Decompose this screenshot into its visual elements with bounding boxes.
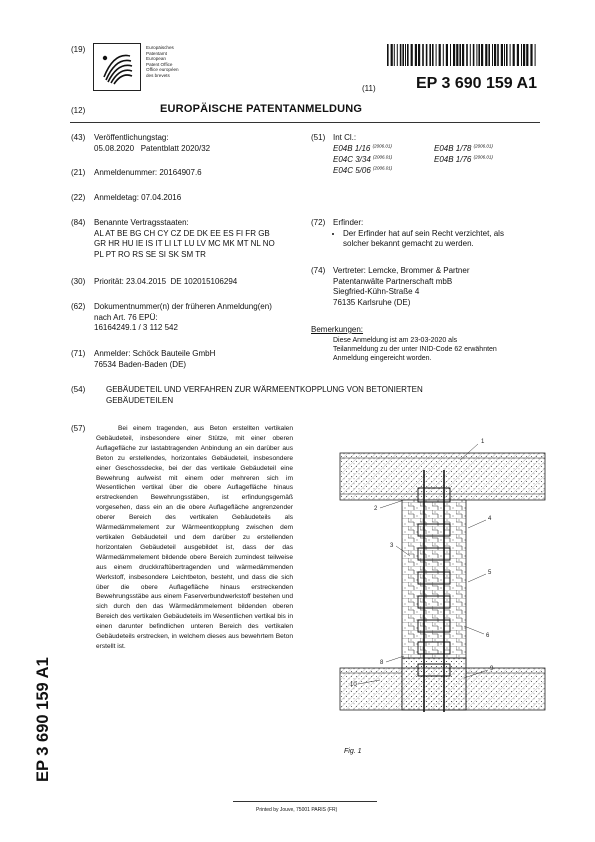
representative-line: Vertreter: Lemcke, Brommer & Partner	[333, 266, 470, 275]
publication-date-value: 05.08.2020 Patentblatt 2020/32	[94, 144, 211, 153]
ref-label: 4	[488, 516, 492, 522]
inid-62: (62)	[71, 302, 86, 311]
office-line: European	[146, 56, 166, 62]
ipc-label: Int Cl.:	[333, 133, 357, 142]
office-line: Office européen	[146, 67, 179, 73]
states-label: Benannte Vertragsstaaten:	[94, 218, 189, 227]
epo-logo-icon	[94, 44, 140, 90]
office-line: Patent Office	[146, 61, 173, 67]
filing-date: Anmeldetag: 07.04.2016	[94, 193, 182, 202]
lower-slab	[340, 658, 545, 710]
remarks-line: Anmeldung eingereicht worden.	[333, 355, 432, 362]
office-name	[146, 45, 179, 79]
inid-72: (72)	[311, 218, 326, 227]
inventor	[333, 218, 504, 250]
ipc-code: E04C 5/06 $^{(2006.01)}$	[333, 165, 393, 175]
representative-line: Siegfried-Kühn-Straße 4	[333, 287, 420, 296]
abstract-text: Bei einem tragenden, aus Beton erstellten vertikalen Gebäudeteil, insbesondere einer Stütze, mit einer oberen Auflagefläche zur lastabtragenden Anbindung an ein darüber aus Beton zu erstellendes, horizontales Gebäudeteil, insbesondere einer Geschossdecke, bei der das vertikale Gebäudeteil eine Bewehrung aufweist mit einem oder mehreren sich im Wesentlichen vertikal über die obere Auflagefläche hinaus erstreckenden Bewehrungsstäben, ist erfindungsgemäß vorgesehen, dass ein an die obere Auflagefläche angrenzender oberer Bereich des vertikalen Gebäudeteils als Wärmedämmelement zur Wärmeentkopplung zwischen dem vertikalen Gebäudeteil und dem darüber zu erstellenden horizontalen Gebäudeteil ausgebildet ist, dass der das Wärmedämmelement bildende obere Bereich zumindest teilweise aus einem druckkraftübertragenden und wärmedämmenden Werkstoff, insbesondere Leichtbeton, besteht, und dass die sich über die obere Auflagefläche hinaus erstreckenden Bewehrungsstäbe aus einem Faserverbundwerkstoff bestehen und sich durch den das Wärmedämmelement bildenden oberen Bereich des vertikalen Gebäudeteils im Wesentlichen vertikal bis in einen darunter befindlichen unteren Bereich des vertikalen Gebäudeteils erstrecken, in welchem dieses aus bewehrtem Beton erstellt ist.	[96, 425, 293, 650]
epo-logo	[93, 43, 141, 91]
invention-title-line: GEBÄUDETEIL UND VERFAHREN ZUR WÄRMEENTKOPPLUNG VON BETONIERTEN	[106, 385, 423, 394]
inventor-note: • Der Erfinder hat auf sein Recht verzichtet, als solcher bekannt gemacht zu werden.	[343, 229, 504, 250]
ref-label: 1	[481, 439, 485, 445]
ref-label: 2	[374, 506, 378, 512]
remarks-line: Teilanmeldung zu der unter INID-Code 62 erwähnten	[333, 346, 497, 353]
ipc-code: E04B 1/76 $^{(2006.01)}$	[434, 154, 493, 164]
publication-date-label: Veröffentlichungstag:	[94, 133, 169, 142]
ref-label: 8	[380, 660, 384, 666]
parent-line: 16164249.1 / 3 112 542	[94, 323, 178, 332]
ref-label: 9	[490, 666, 494, 672]
representative-line: 76135 Karlsruhe (DE)	[333, 297, 411, 307]
ipc-code: E04B 1/16 $^{(2006.01)}$	[333, 143, 392, 153]
inid-74: (74)	[311, 266, 326, 275]
office-line: Europäisches	[146, 45, 174, 50]
parent-line: nach Art. 76 EPÜ:	[94, 312, 158, 322]
inid-21: (21)	[71, 168, 86, 177]
inid-19: (19)	[71, 45, 86, 54]
designated-states	[94, 218, 275, 260]
inid-71: (71)	[71, 349, 86, 358]
states-line: GR HR HU IE IS IT LI LT LU LV MC MK MT NL NO	[94, 239, 275, 248]
upper-slab	[340, 453, 545, 500]
inid-43: (43)	[71, 133, 86, 142]
remarks	[333, 336, 497, 363]
publication-number: EP 3 690 159 A1	[416, 75, 537, 92]
ref-label: 10	[350, 682, 357, 688]
ipc-code: E04B 1/78 $^{(2006.01)}$	[434, 143, 493, 153]
ipc-code: E04C 3/34 $^{(2006.01)}$	[333, 154, 393, 164]
ref-label: 6	[486, 633, 490, 639]
representative	[333, 266, 470, 308]
printer-note: Printed by Jouve, 75001 PARIS (FR)	[256, 807, 338, 813]
ref-label: 5	[488, 570, 492, 576]
inid-57: (57)	[71, 424, 86, 433]
footer-divider	[233, 801, 377, 802]
remarks-label: Bemerkungen:	[311, 325, 364, 334]
inid-12: (12)	[71, 106, 86, 115]
parent-application	[94, 302, 272, 334]
states-line: PL PT RO RS SE SI SK SM TR	[94, 249, 206, 259]
inventor-label: Erfinder:	[333, 218, 364, 227]
invention-title-line: GEBÄUDETEILEN	[106, 395, 174, 405]
applicant	[94, 349, 215, 370]
office-line: Patentamt	[146, 50, 167, 56]
figure-1-drawing	[300, 430, 550, 760]
office-line: des brevets	[146, 72, 170, 78]
inid-22: (22)	[71, 193, 86, 202]
inid-84: (84)	[71, 218, 86, 227]
states-line: AL AT BE BG CH CY CZ DE DK EE ES FI FR GB	[94, 228, 270, 238]
parent-line: Dokumentnummer(n) der früheren Anmeldung(en)	[94, 302, 272, 311]
priority: Priorität: 23.04.2015 DE 102015106294	[94, 277, 238, 286]
side-publication-number: EP 3 690 159 A1	[34, 657, 52, 782]
inid-11: (11)	[362, 84, 376, 93]
header-divider	[70, 122, 540, 123]
inid-54: (54)	[71, 385, 86, 394]
applicant-line: Anmelder: Schöck Bauteile GmbH	[94, 349, 216, 358]
representative-line: Patentanwälte Partnerschaft mbB	[333, 276, 453, 286]
remarks-line: Diese Anmeldung ist am 23-03-2020 als	[333, 337, 458, 344]
inid-30: (30)	[71, 277, 86, 286]
document-type-title: EUROPÄISCHE PATENTANMELDUNG	[160, 103, 363, 115]
barcode	[387, 44, 537, 66]
application-number: Anmeldenummer: 20164907.6	[94, 168, 202, 177]
applicant-line: 76534 Baden-Baden (DE)	[94, 359, 187, 369]
inventor-list	[333, 229, 504, 250]
ref-label: 3	[390, 543, 394, 549]
invention-title	[106, 385, 423, 406]
figure-caption: Fig. 1	[344, 748, 362, 755]
inid-51: (51)	[311, 133, 326, 142]
